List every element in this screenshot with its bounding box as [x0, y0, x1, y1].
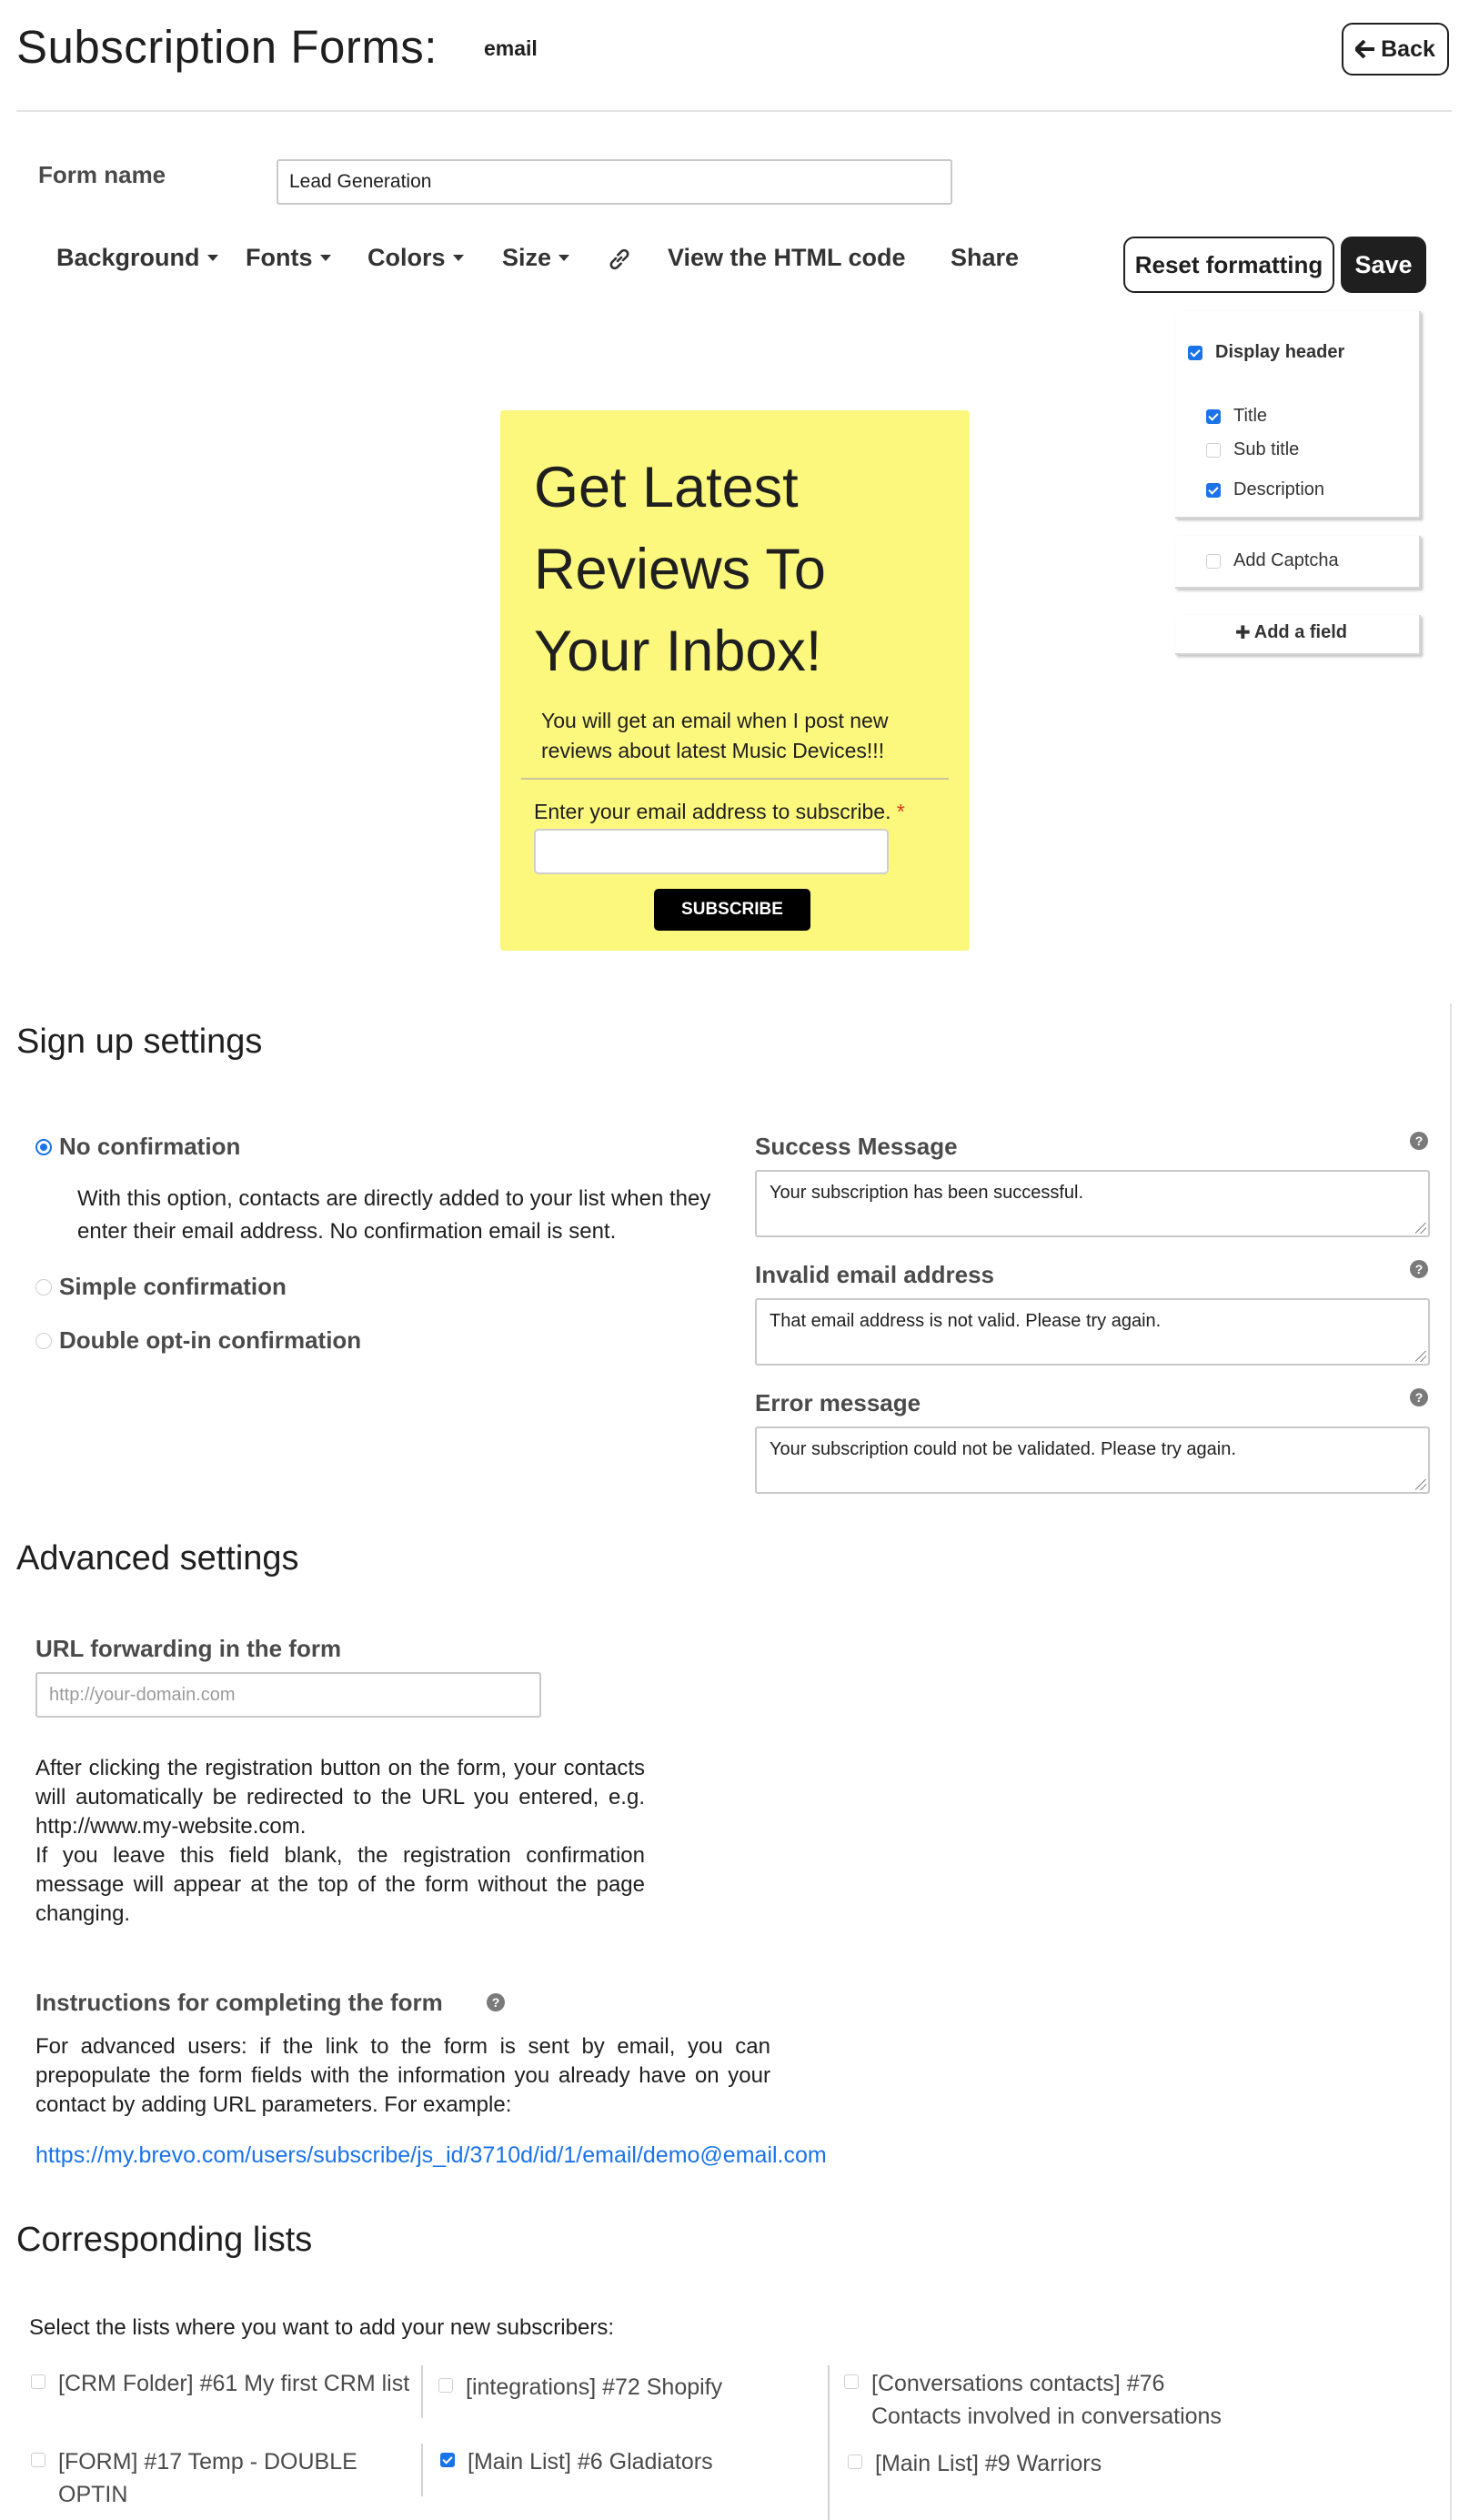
- header-divider: [16, 110, 1452, 112]
- display-header-checkbox[interactable]: [1188, 346, 1202, 360]
- colors-menu[interactable]: [367, 244, 464, 272]
- title-option[interactable]: [1206, 406, 1267, 427]
- view-html-button[interactable]: View the HTML code: [668, 244, 906, 271]
- arrow-left-icon: [1355, 40, 1375, 58]
- add-field-panel[interactable]: [1175, 615, 1421, 655]
- resize-grip-icon[interactable]: [1415, 1479, 1426, 1490]
- display-header-label: Display header: [1215, 342, 1345, 362]
- success-message-value: Your subscription has been successful.: [770, 1183, 1084, 1203]
- help-icon[interactable]: ?: [1410, 1132, 1428, 1150]
- list-checkbox[interactable]: [31, 2453, 45, 2467]
- simple-confirmation-option[interactable]: [35, 1273, 287, 1301]
- list-item-label: [integrations] #72 Shopify: [466, 2374, 723, 2400]
- page-subtitle: email: [484, 36, 538, 60]
- header-options-panel: [1175, 311, 1421, 519]
- list-checkbox[interactable]: [844, 2374, 859, 2389]
- add-captcha-label: Add Captcha: [1233, 550, 1339, 570]
- no-confirmation-label: No confirmation: [59, 1133, 241, 1160]
- list-item[interactable]: [440, 2445, 822, 2478]
- subtitle-option-label: Sub title: [1233, 439, 1300, 459]
- url-description-1: After clicking the registration button on the form, your contacts will automatically be redirected to the URL you entered, e.g. http://www.my-website.com.: [35, 1756, 645, 1839]
- advanced-heading: Advanced settings: [16, 1539, 299, 1578]
- url-forwarding-label: URL forwarding in the form: [35, 1635, 342, 1662]
- error-message-input[interactable]: [755, 1426, 1430, 1494]
- title-checkbox[interactable]: [1206, 409, 1221, 424]
- instructions-description: For advanced users: if the link to the form is sent by email, you can prepopulate the form fields with the information you already have on your contact by adding URL parameters. For example:: [35, 2034, 770, 2117]
- size-menu[interactable]: [502, 244, 569, 272]
- plus-icon: ✚: [1235, 623, 1251, 643]
- back-label: Back: [1381, 35, 1435, 62]
- caret-down-icon: [453, 255, 464, 261]
- description-option[interactable]: [1206, 479, 1324, 500]
- column-divider: [421, 2365, 423, 2418]
- double-optin-radio[interactable]: [35, 1333, 52, 1349]
- invalid-email-input[interactable]: [755, 1298, 1430, 1366]
- colors-label: Colors: [367, 244, 446, 271]
- column-divider: [828, 2365, 830, 2520]
- resize-grip-icon[interactable]: [1415, 1351, 1426, 1362]
- example-link[interactable]: https://my.brevo.com/users/subscribe/js_id/3710d/id/1/email/demo@email.com: [35, 2142, 827, 2168]
- error-message-value: Your subscription could not be validated. Please try again.: [770, 1439, 1236, 1459]
- resize-grip-icon[interactable]: [1415, 1223, 1426, 1234]
- invalid-email-value: That email address is not valid. Please try again.: [770, 1311, 1162, 1331]
- lists-intro: Select the lists where you want to add your new subscribers:: [29, 2315, 614, 2340]
- list-checkbox[interactable]: [438, 2378, 453, 2393]
- no-confirmation-radio[interactable]: [35, 1139, 52, 1155]
- required-mark: *: [896, 800, 905, 823]
- double-optin-label: Double opt-in confirmation: [59, 1326, 362, 1354]
- save-button[interactable]: Save: [1341, 237, 1426, 293]
- caret-down-icon: [207, 255, 218, 261]
- invalid-email-label: Invalid email address: [755, 1261, 995, 1288]
- subtitle-checkbox[interactable]: [1206, 443, 1221, 458]
- list-item[interactable]: [848, 2447, 1257, 2480]
- page-title: Subscription Forms:: [16, 21, 438, 73]
- share-button[interactable]: Share: [951, 244, 1020, 271]
- display-header-option[interactable]: [1188, 342, 1344, 363]
- list-item-label: [Conversations contacts] #76 Contacts involved in conversations: [871, 2371, 1222, 2429]
- list-item-label: [CRM Folder] #61 My first CRM list: [58, 2371, 410, 2396]
- list-checkbox[interactable]: [848, 2454, 862, 2469]
- caret-down-icon: [558, 255, 569, 261]
- form-name-input[interactable]: Lead Generation: [277, 159, 952, 205]
- no-confirmation-option[interactable]: [35, 1133, 240, 1161]
- simple-confirmation-label: Simple confirmation: [59, 1273, 287, 1300]
- url-forwarding-description: [35, 1754, 645, 1929]
- add-field-button[interactable]: [1235, 621, 1347, 644]
- lists-heading: Corresponding lists: [16, 2221, 313, 2259]
- description-option-label: Description: [1233, 479, 1325, 499]
- list-checkbox[interactable]: [31, 2374, 45, 2389]
- description-checkbox[interactable]: [1206, 483, 1221, 498]
- list-item[interactable]: [31, 2367, 413, 2400]
- help-icon[interactable]: ?: [1410, 1388, 1428, 1406]
- signup-heading: Sign up settings: [16, 1023, 263, 1061]
- preview-email-label-text: Enter your email address to subscribe.: [534, 800, 891, 823]
- back-button[interactable]: [1342, 23, 1449, 76]
- no-confirmation-description: With this option, contacts are directly added to your list when they enter their email address. No confirmation email is sent.: [77, 1186, 711, 1244]
- background-label: Background: [56, 244, 200, 271]
- add-field-label: Add a field: [1253, 622, 1347, 642]
- url-description-2: If you leave this field blank, the registration confirmation message will appear at the top of the form without the page changing.: [35, 1843, 645, 1926]
- form-name-label: Form name: [38, 161, 166, 188]
- list-item[interactable]: [438, 2371, 820, 2404]
- link-icon[interactable]: [606, 246, 633, 277]
- column-divider: [421, 2444, 423, 2496]
- size-label: Size: [502, 244, 552, 271]
- caret-down-icon: [320, 255, 331, 261]
- title-option-label: Title: [1233, 406, 1268, 426]
- success-message-input[interactable]: [755, 1170, 1430, 1237]
- right-divider: [1450, 1003, 1452, 2520]
- captcha-panel: [1175, 536, 1421, 589]
- form-preview: [500, 410, 970, 951]
- help-icon[interactable]: ?: [487, 1993, 505, 2011]
- list-item[interactable]: [31, 2445, 386, 2511]
- instructions-label: Instructions for completing the form: [35, 1989, 443, 2016]
- preview-email-input[interactable]: [534, 829, 889, 874]
- list-item[interactable]: [844, 2367, 1253, 2433]
- list-item-label: [FORM] #17 Temp - DOUBLE OPTIN: [58, 2449, 357, 2507]
- preview-subscribe-button[interactable]: SUBSCRIBE: [654, 889, 810, 931]
- fonts-menu[interactable]: [246, 244, 331, 272]
- reset-formatting-button[interactable]: Reset formatting: [1123, 237, 1334, 293]
- preview-email-label: [534, 800, 905, 824]
- simple-confirmation-radio[interactable]: [35, 1279, 52, 1295]
- preview-title: Get Latest Reviews To Your Inbox!: [534, 456, 826, 683]
- add-captcha-option[interactable]: [1206, 550, 1339, 571]
- background-menu[interactable]: [56, 244, 218, 272]
- add-captcha-checkbox[interactable]: [1206, 554, 1221, 569]
- url-forwarding-input[interactable]: http://your-domain.com: [35, 1672, 541, 1718]
- subtitle-option[interactable]: [1206, 439, 1299, 460]
- list-checkbox[interactable]: [440, 2453, 455, 2467]
- help-icon[interactable]: ?: [1410, 1260, 1428, 1278]
- error-message-label: Error message: [755, 1389, 921, 1416]
- fonts-label: Fonts: [246, 244, 313, 271]
- preview-divider: [521, 778, 949, 780]
- success-message-label: Success Message: [755, 1133, 958, 1160]
- double-optin-option[interactable]: [35, 1326, 361, 1355]
- preview-description: You will get an email when I post new reviews about latest Music Devices!!!: [541, 709, 889, 762]
- list-item-label: [Main List] #9 Warriors: [875, 2451, 1102, 2476]
- list-item-label: [Main List] #6 Gladiators: [468, 2449, 713, 2475]
